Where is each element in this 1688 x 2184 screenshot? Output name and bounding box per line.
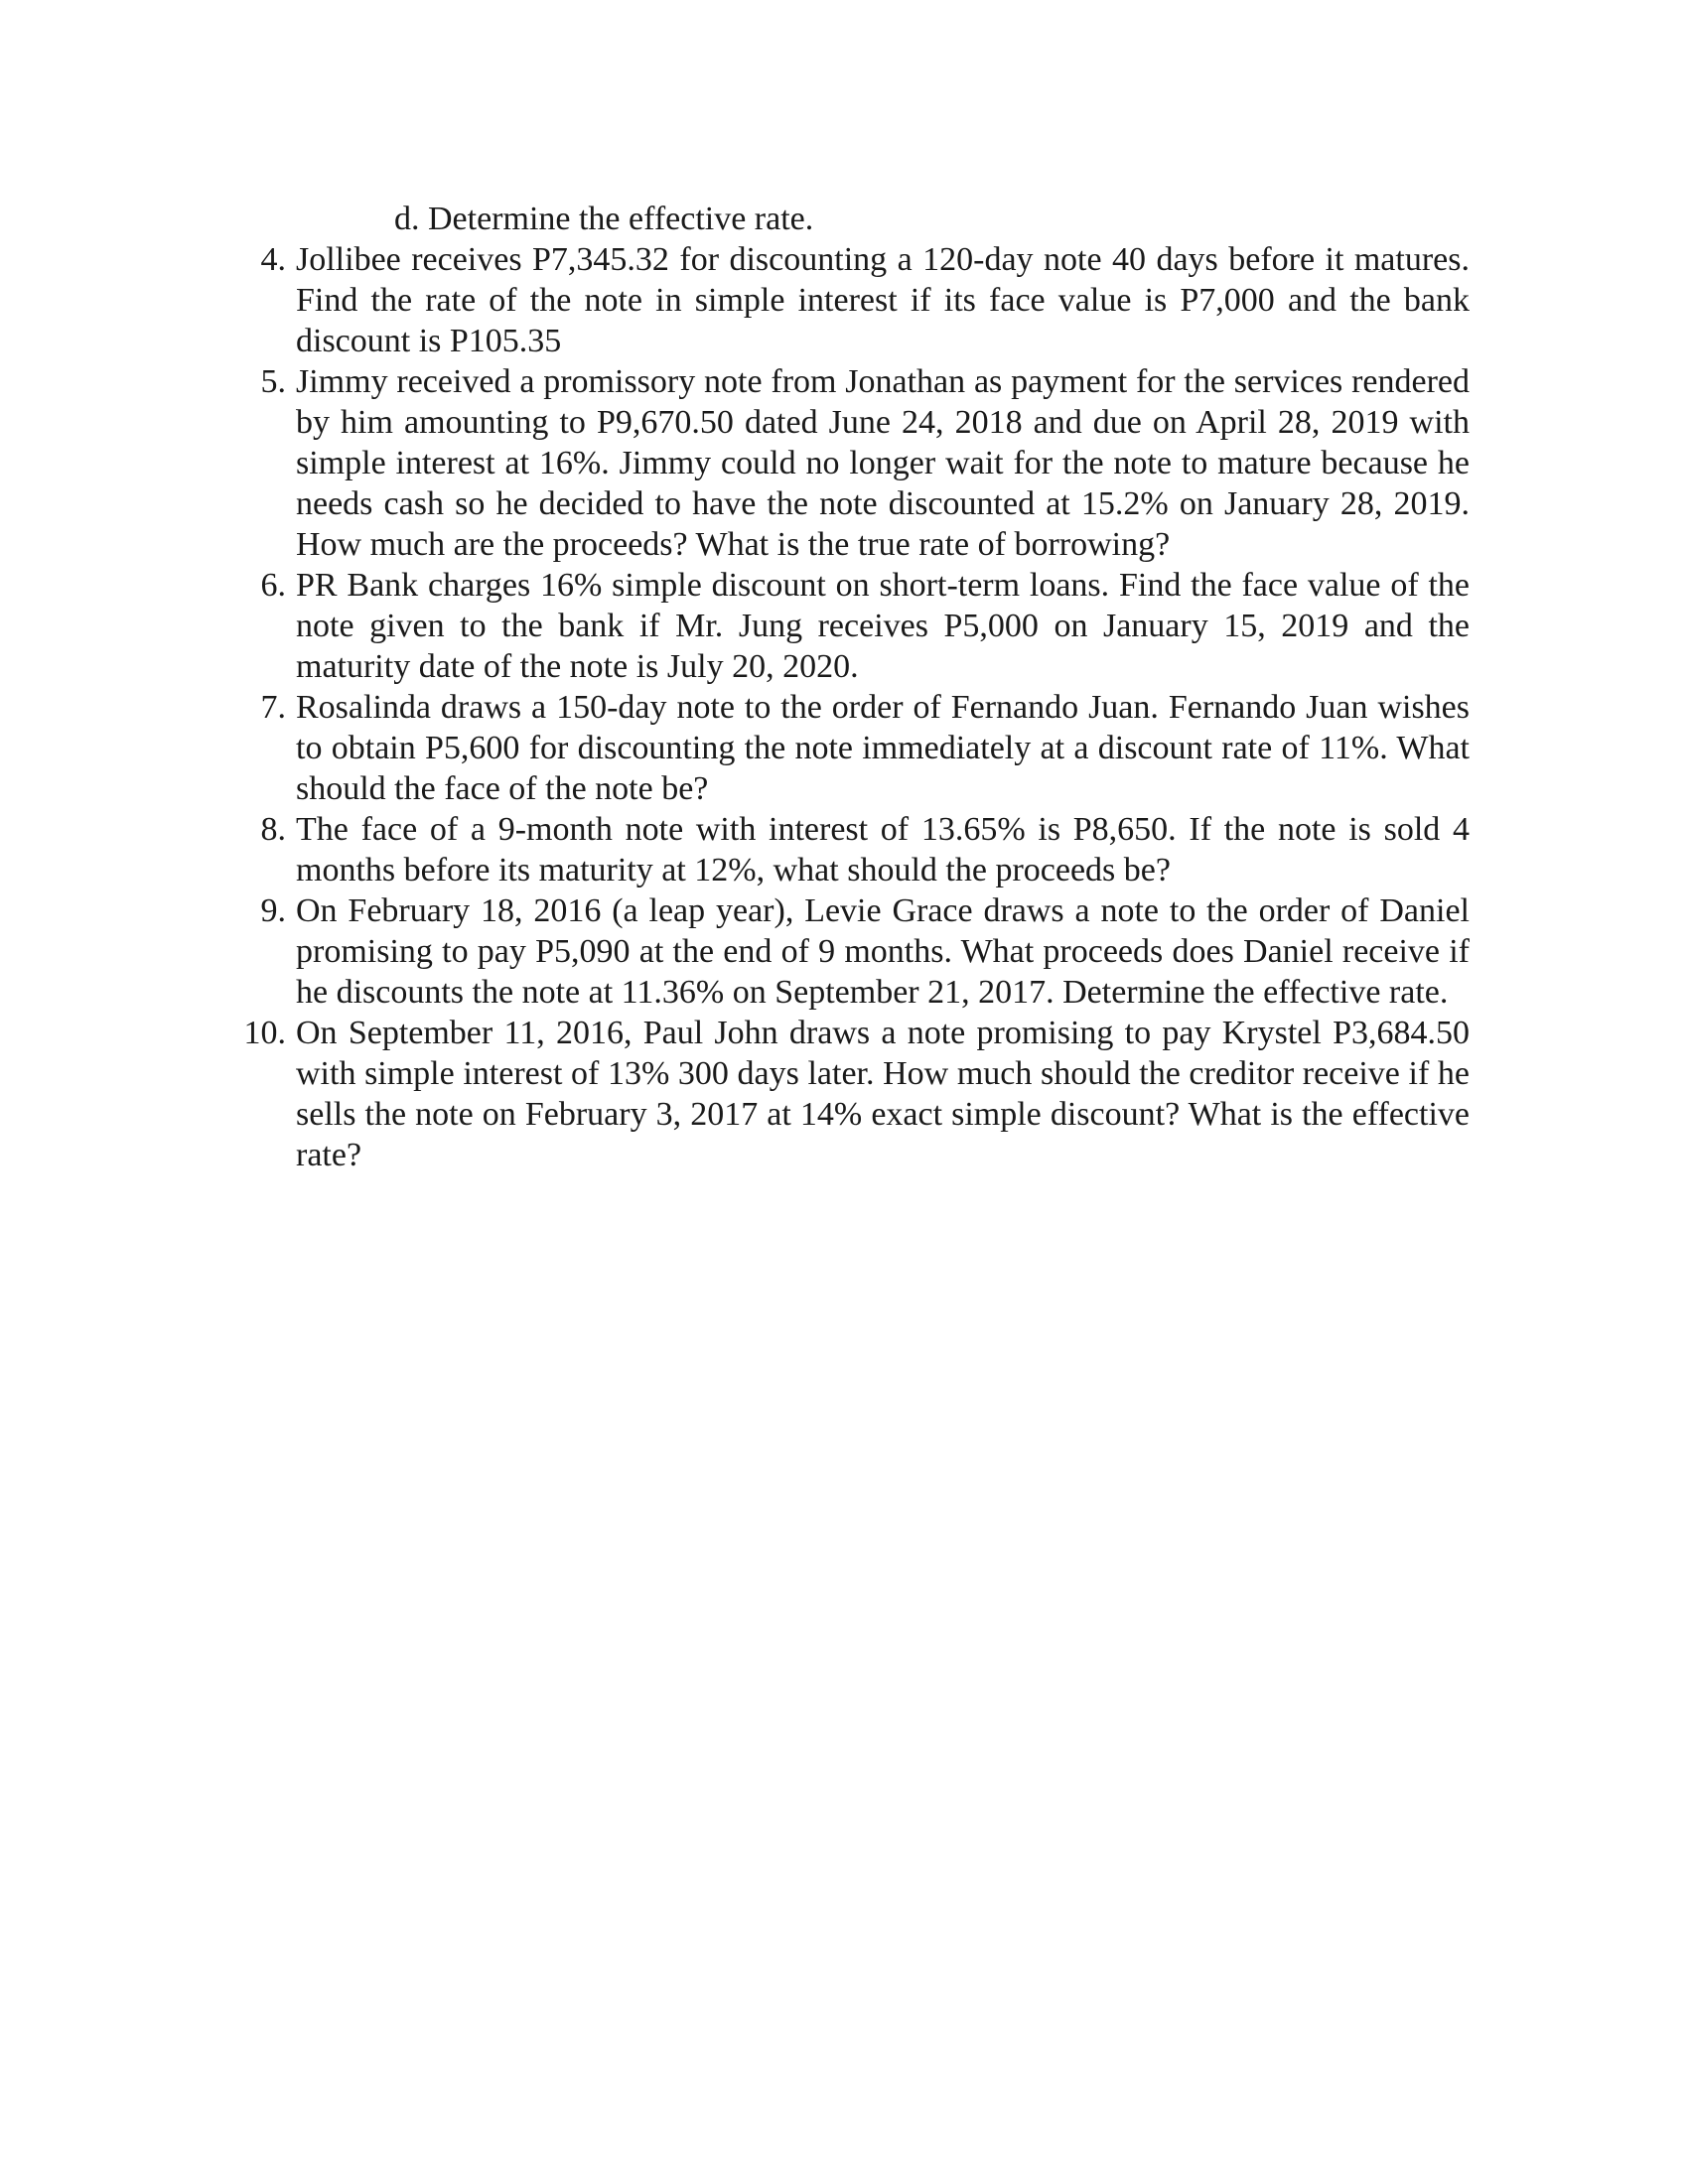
- problem-item: [218, 565, 1470, 687]
- problem-item: [218, 361, 1470, 565]
- problem-number: 4.: [260, 241, 286, 278]
- problem-item: [218, 809, 1470, 890]
- problem-text: On February 18, 2016 (a leap year), Levie Grace draws a note to the order of Daniel promising to pay P5,090 at the end of 9 months. What proceeds does Daniel receive if he discounts the note at 11.36% on September 21, 2017. Determine the effective rate.: [296, 892, 1470, 1011]
- problem-text: PR Bank charges 16% simple discount on short-term loans. Find the face value of the note given to the bank if Mr. Jung receives P5,000 on January 15, 2019 and the maturity date of the note is July 20, 2020.: [296, 567, 1470, 685]
- problem-number: 10.: [243, 1015, 286, 1051]
- problem-item: [218, 687, 1470, 809]
- problem-text: Rosalinda draws a 150-day note to the order of Fernando Juan. Fernando Juan wishes to obtain P5,600 for discounting the note immediately at a discount rate of 11%. What should the face of the note be?: [296, 689, 1470, 807]
- problem-number: 6.: [260, 567, 286, 604]
- problem-number: 8.: [260, 811, 286, 848]
- problem-text: The face of a 9-month note with interest of 13.65% is P8,650. If the note is sold 4 months before its maturity at 12%, what should the proceeds be?: [296, 811, 1470, 888]
- problem-text: Jollibee receives P7,345.32 for discounting a 120-day note 40 days before it matures. Find the rate of the note in simple interest if its face value is P7,000 and the bank discount is P105.35: [296, 241, 1470, 359]
- problem-item: [218, 239, 1470, 361]
- problem-text: Jimmy received a promissory note from Jonathan as payment for the services rendered by him amounting to P9,670.50 dated June 24, 2018 and due on April 28, 2019 with simple interest at 16%. Jimmy could no longer wait for the note to mature because he needs cash so he decided to have the note discounted at 15.2% on January 28, 2019. How much are the proceeds? What is the true rate of borrowing?: [296, 363, 1470, 563]
- problem-item: [218, 1013, 1470, 1175]
- problem-number: 5.: [260, 363, 286, 400]
- problem-list: [218, 239, 1470, 1175]
- problem-number: 9.: [260, 892, 286, 929]
- problem-item: [218, 890, 1470, 1013]
- problem-number: 7.: [260, 689, 286, 726]
- problem-text: On September 11, 2016, Paul John draws a note promising to pay Krystel P3,684.50 with simple interest of 13% 300 days later. How much should the creditor receive if he sells the note on February 3, 2017 at 14% exact simple discount? What is the effective rate?: [296, 1015, 1470, 1173]
- sub-item-d: d. Determine the effective rate.: [394, 201, 814, 237]
